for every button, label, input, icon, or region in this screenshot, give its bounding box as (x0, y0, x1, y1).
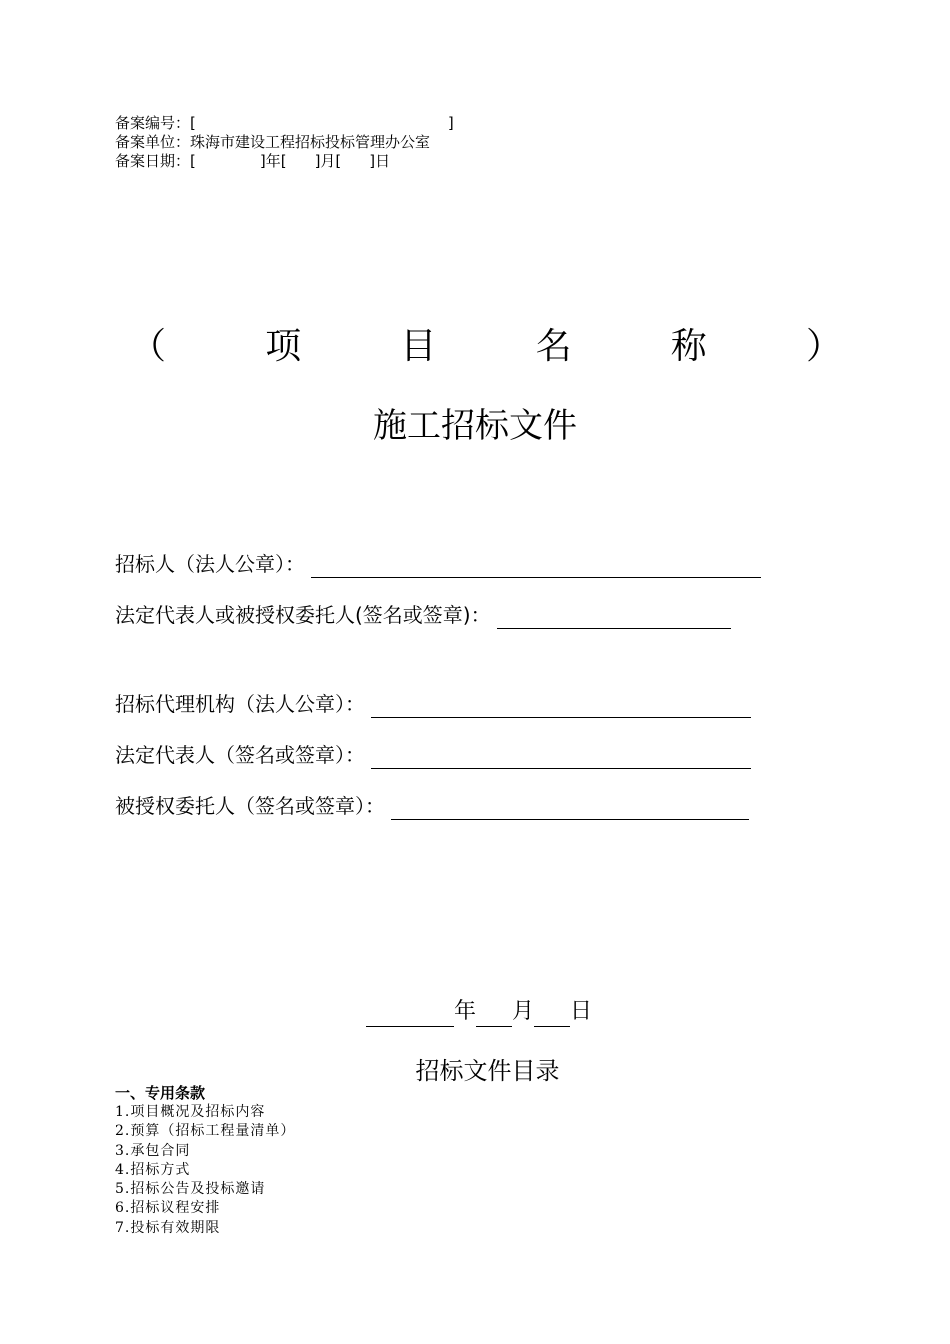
authorized-label: 被授权委托人（签名或签章）： (115, 794, 385, 818)
record-date-month: ]月[ (314, 152, 342, 170)
toc-title: 招标文件目录 (415, 1057, 560, 1085)
toc-list (115, 1103, 295, 1238)
record-number (115, 114, 454, 133)
toc-section-heading: 一、专用条款 (115, 1084, 206, 1102)
document-title: 施工招标文件 (373, 406, 577, 446)
tenderer-signature-row (115, 550, 761, 578)
legal-rep-or-authorized-line[interactable] (497, 606, 731, 629)
project-title-char: 名 (535, 326, 572, 367)
record-number-label: 备案编号：[ (115, 114, 196, 132)
toc-item: 1.项目概况及招标内容 (115, 1104, 266, 1120)
agency-signature-line[interactable] (371, 695, 751, 718)
legal-rep-or-authorized-row (115, 601, 731, 629)
toc-item: 5.招标公告及投标邀请 (115, 1181, 266, 1198)
project-title (130, 322, 842, 372)
record-date-label: 备案日期：[ (115, 152, 196, 170)
month-blank[interactable] (476, 1002, 512, 1027)
legal-rep-label: 法定代表人（签名或签章）： (115, 743, 365, 767)
authorized-signature-row (115, 792, 749, 820)
toc-item: 2.预算（招标工程量清单） (115, 1123, 296, 1140)
tenderer-signature-line[interactable] (311, 555, 761, 578)
legal-rep-signature-line[interactable] (371, 746, 751, 769)
record-date-day: ]日 (369, 152, 391, 170)
agency-label: 招标代理机构（法人公章）： (115, 692, 365, 716)
legal-rep-or-authorized-label: 法定代表人或被授权委托人(签名或签章)： (115, 603, 491, 627)
day-blank[interactable] (534, 1002, 570, 1027)
authorized-signature-line[interactable] (391, 797, 749, 820)
legal-rep-signature-row (115, 741, 751, 769)
tenderer-label: 招标人（法人公章）： (115, 552, 305, 576)
record-number-close: ] (447, 114, 454, 132)
toc-item: 6.招标议程安排 (115, 1200, 221, 1217)
year-label: 年 (454, 999, 477, 1024)
month-label: 月 (512, 999, 535, 1024)
document-date (366, 997, 592, 1027)
project-title-char: （ (130, 326, 167, 367)
day-label: 日 (570, 999, 593, 1024)
record-date-year: ]年[ (259, 152, 287, 170)
project-title-char: ） (805, 326, 842, 367)
project-title-char: 项 (265, 326, 302, 367)
record-date (115, 152, 390, 171)
year-blank[interactable] (366, 1002, 454, 1027)
toc-item: 7.投标有效期限 (115, 1219, 221, 1236)
record-unit: 备案单位：珠海市建设工程招标投标管理办公室 (115, 133, 431, 151)
toc-item: 3.承包合同 (115, 1142, 191, 1159)
agency-signature-row (115, 690, 751, 718)
project-title-char: 称 (670, 326, 707, 367)
project-title-char: 目 (400, 326, 437, 367)
toc-item: 4.招标方式 (115, 1161, 191, 1178)
